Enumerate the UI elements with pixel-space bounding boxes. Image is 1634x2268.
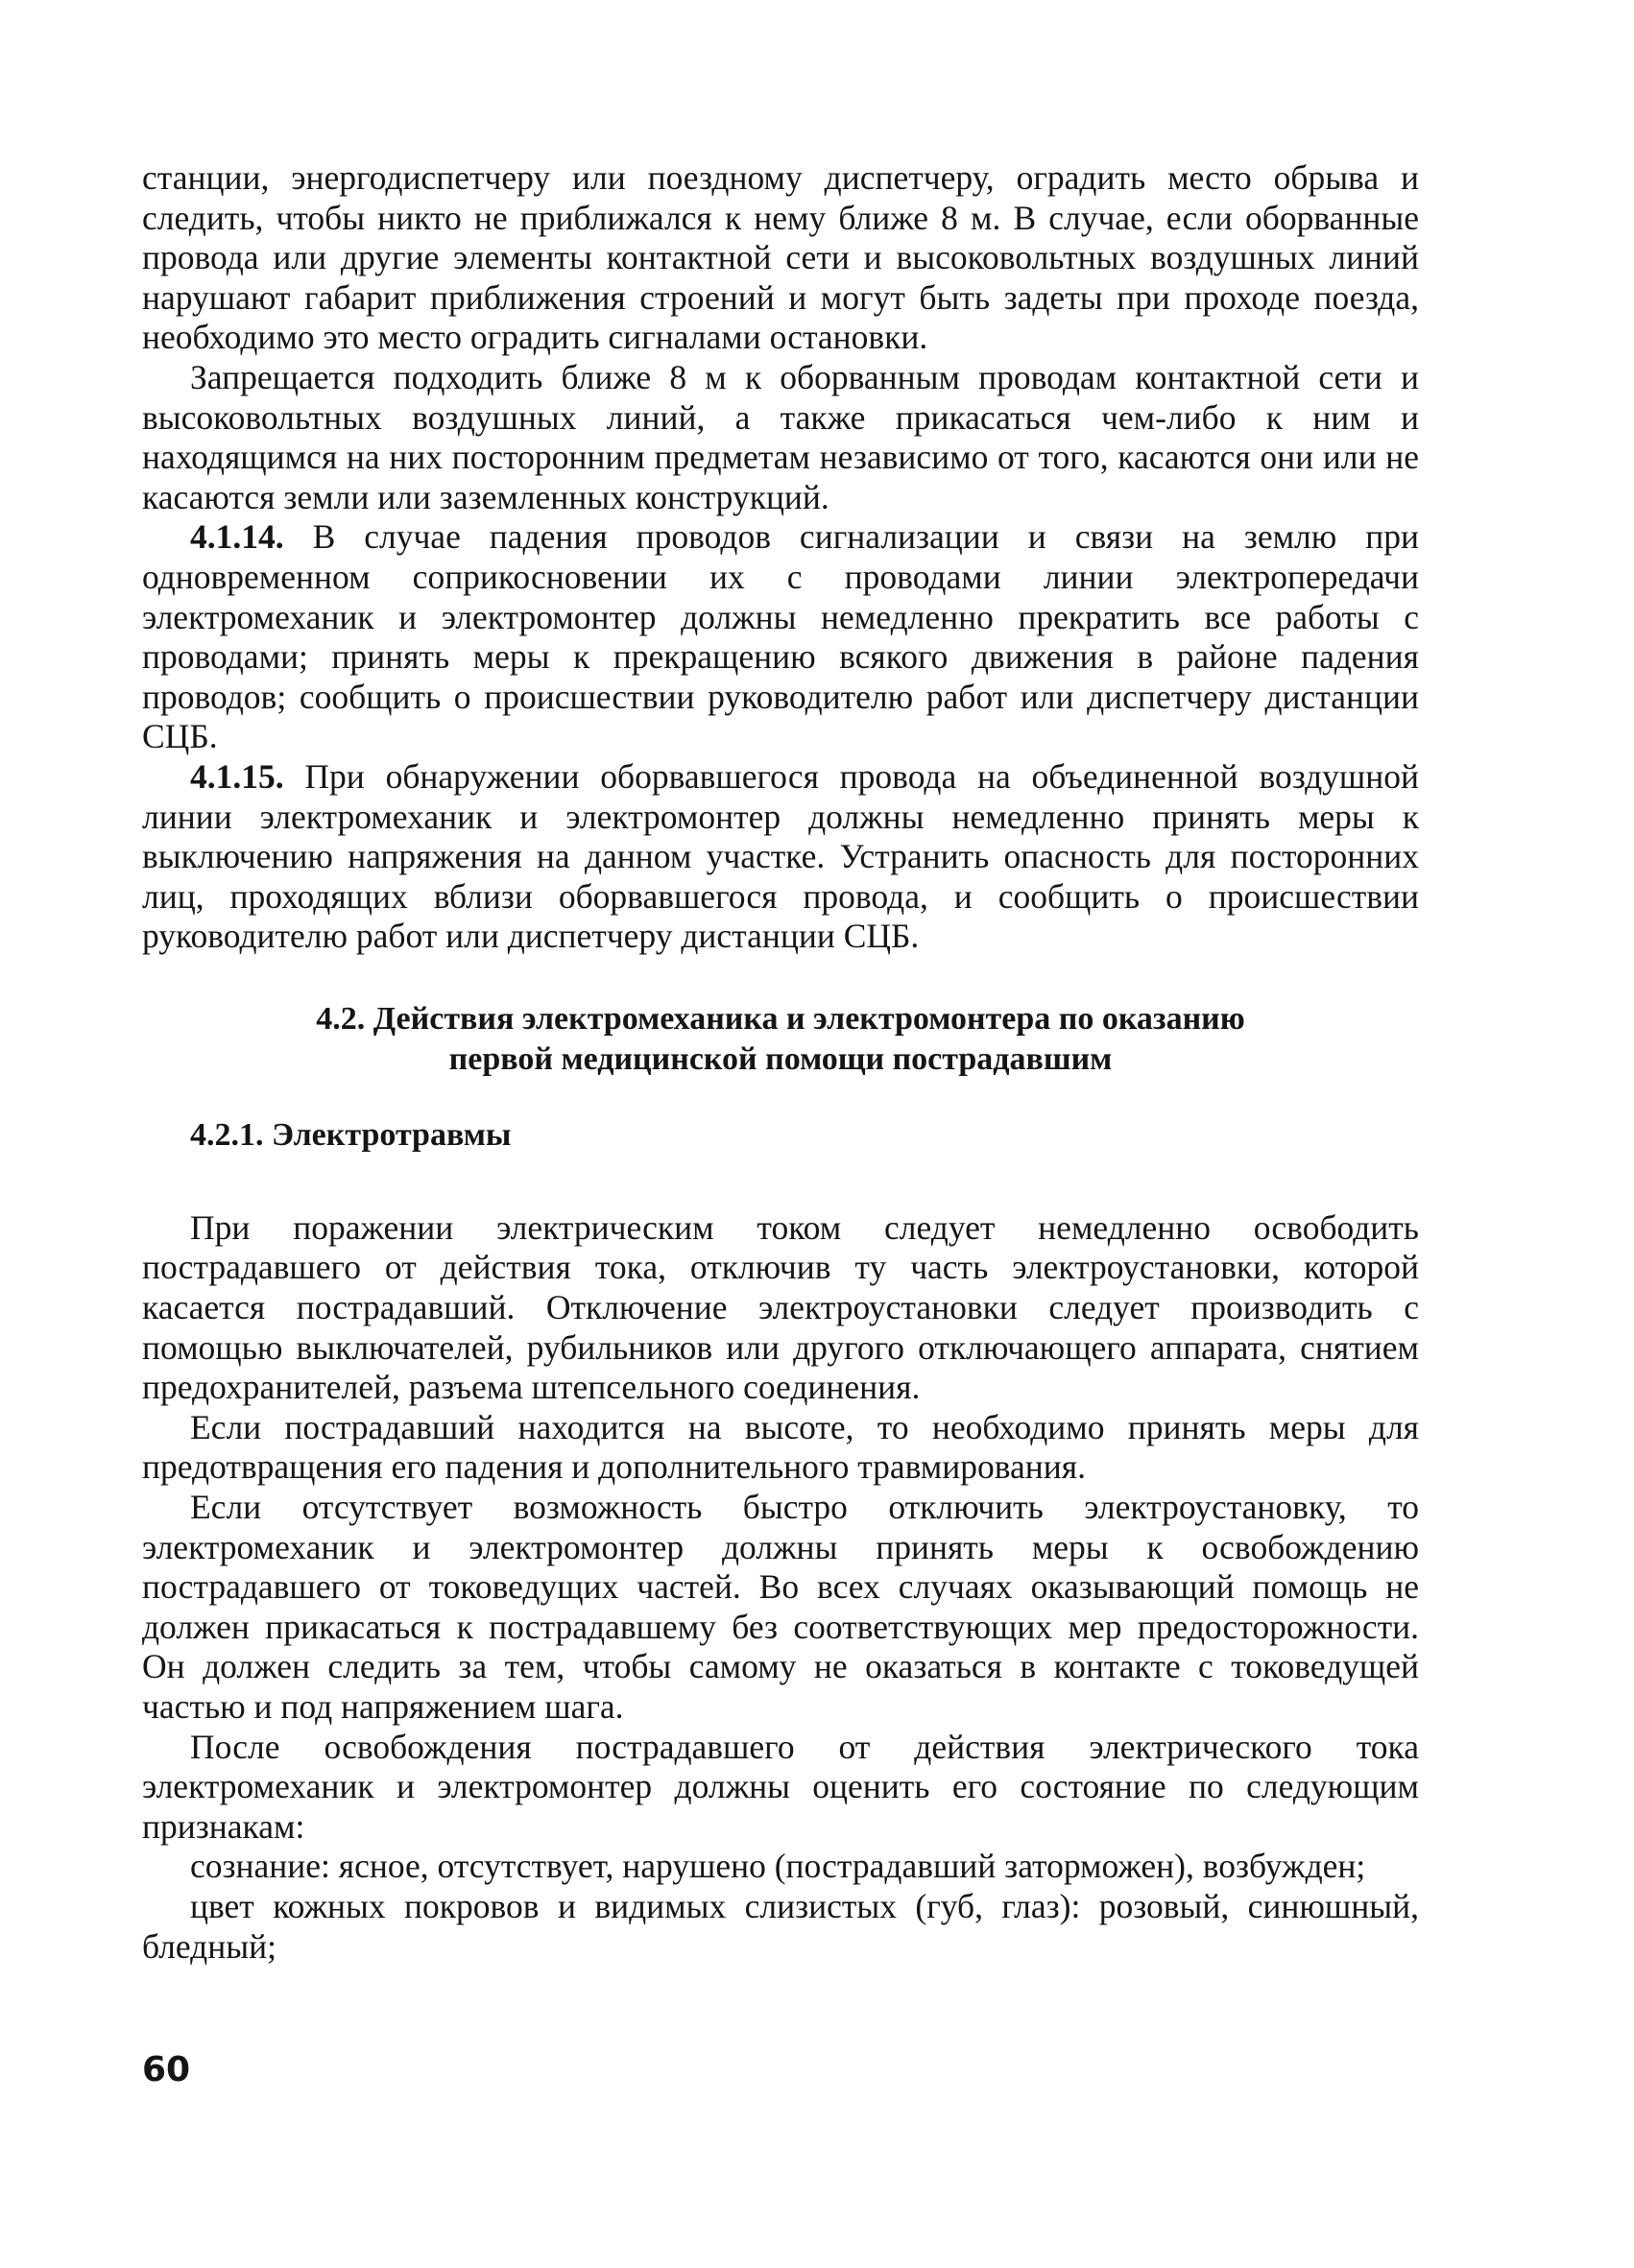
paragraph-height: Если пострадавший находится на высоте, то необходимо принять меры для предотвращения его падения и дополнительного травмирования. xyxy=(142,1407,1419,1487)
paragraph-consciousness: сознание: ясное, отсутствует, нарушено (пострадавший заторможен), возбужден; xyxy=(190,1847,1366,1886)
section-heading-line2: первой медицинской помощи пострадавшим xyxy=(448,1040,1113,1077)
paragraph-prohibition: Запрещается подходить ближе 8 м к оборванным проводам контактной сети и высоковольтных воздушных линий, а также прикасаться чем-либо к ним и находящимся на них посторонним предметам независимо от того, касаются они или не касаются земли или заземленных конструкций. xyxy=(142,357,1419,516)
section-heading xyxy=(142,999,1419,1080)
page-number: 60 xyxy=(142,2050,191,2089)
paragraph-release: Если отсутствует возможность быстро отключить электроустановку, то электромеханик и электромонтер должны принять меры к освобождению пострадавшего от токоведущих частей. Во всех случаях оказывающий помощь не должен прикасаться к пострадавшему без соответствующих мер предосторожности. Он должен следить за тем, чтобы самому не оказаться в контакте с токоведущей частью и под напряжением шага. xyxy=(142,1488,1419,1726)
item-text: При обнаружении оборвавшегося провода на объединенной воздушной линии электромеханик и электромонтер должны немедленно принять меры к выключению напряжения на данном участке. Устранить опасность для посторонних лиц, проходящих вблизи оборвавшегося провода, и сообщить о происшествии руководителю работ или диспетчеру дистанции СЦБ. xyxy=(142,756,1420,956)
item-text: В случае падения проводов сигнализации и связи на землю при одновременном соприкосновении их с проводами линии электропередачи электромеханик и электромонтер должны немедленно прекратить все работы с проводами; принять меры к прекращению всякого движения в районе падения проводов; сообщить о происшествии руководителю работ или диспетчеру дистанции СЦБ. xyxy=(142,517,1420,756)
subsection-heading: 4.2.1. Электротравмы xyxy=(190,1116,512,1153)
paragraph-assessment: После освобождения пострадавшего от действия электрического тока электромеханик и электромонтер должны оценить его состояние по следующим признакам: xyxy=(142,1727,1419,1846)
item-4-1-14 xyxy=(142,517,1419,757)
document-page xyxy=(142,158,1419,1967)
item-number: 4.1.15. xyxy=(190,756,284,796)
item-number: 4.1.14. xyxy=(190,517,284,557)
section-heading-line1: 4.2. Действия электромеханика и электромонтера по оказанию xyxy=(316,1000,1245,1037)
paragraph-electric-shock: При поражении электрическим током следует немедленно освободить пострадавшего от действия тока, отключив ту часть электроустановки, которой касается пострадавший. Отключение электроустановки следует производить с помощью выключателей, рубильников или другого отключающего аппарата, снятием предохранителей, разъема штепсельного соединения. xyxy=(142,1207,1419,1407)
item-4-1-15 xyxy=(142,757,1419,957)
paragraph-continuation: станции, энергодиспетчеру или поездному диспетчеру, оградить место обрыва и следить, чтобы никто не приближался к нему ближе 8 м. В случае, если оборванные провода или другие элементы контактной сети и высоковольтных воздушных линий нарушают габарит приближения строений и могут быть задеты при проходе поезда, необходимо это место оградить сигналами остановки. xyxy=(142,158,1419,357)
paragraph-skin-color: цвет кожных покровов и видимых слизистых (губ, глаз): розовый, синюшный, бледный; xyxy=(142,1886,1419,1966)
